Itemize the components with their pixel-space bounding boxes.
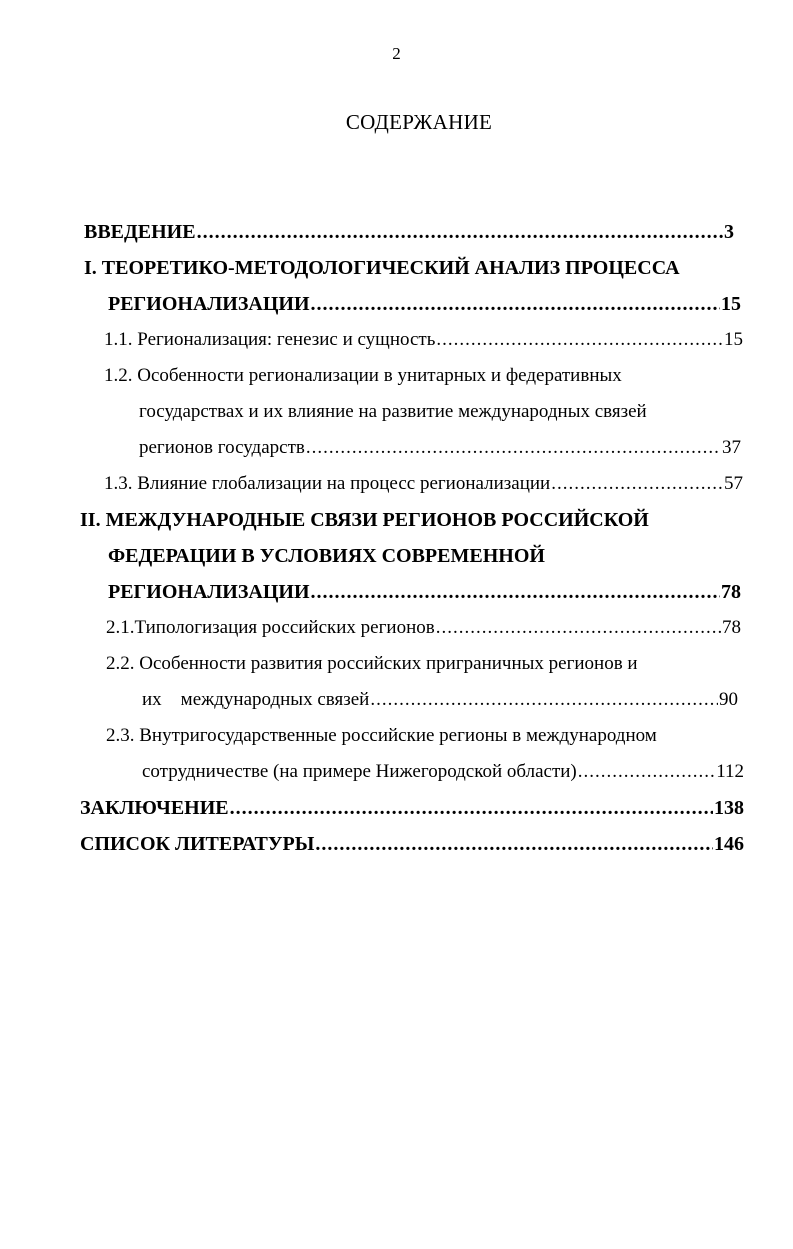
dot-leader xyxy=(311,580,720,604)
toc-entry-2-1[interactable] xyxy=(106,616,741,640)
toc-page-number: 37 xyxy=(722,437,741,458)
toc-entry-conclusion[interactable] xyxy=(80,796,744,820)
toc-entry-2-3[interactable] xyxy=(142,760,744,784)
dot-leader xyxy=(306,436,721,460)
toc-entry-title: 2.1.Типологизация российских регионов xyxy=(106,617,435,638)
toc-entry-1-3[interactable] xyxy=(104,472,743,496)
dot-leader xyxy=(230,796,713,820)
toc-entry-title: 1.1. Регионализация: генезис и сущность xyxy=(104,329,436,350)
toc-entry-title: РЕГИОНАЛИЗАЦИИ xyxy=(108,293,310,315)
toc-entry-title: ЗАКЛЮЧЕНИЕ xyxy=(80,797,229,819)
toc-page-number: 78 xyxy=(722,617,741,638)
toc-page-number: 138 xyxy=(714,797,744,819)
page-number: 2 xyxy=(392,44,401,63)
toc-entry-chapter-1[interactable] xyxy=(108,292,741,316)
toc-page-number: 57 xyxy=(724,473,743,494)
toc-entry-bibliography[interactable] xyxy=(80,832,744,856)
toc-entry-title: их международных связей xyxy=(142,689,370,710)
toc-entry-2-3-line-1[interactable]: 2.3. Внутригосударственные российские регионы в международном xyxy=(106,725,657,746)
toc-entry-title: сотрудничестве (на примере Нижегородской области) xyxy=(142,761,577,782)
dot-leader xyxy=(436,328,723,352)
toc-page-number: 3 xyxy=(724,221,734,243)
toc-page-number: 146 xyxy=(714,833,744,855)
toc-page-number: 112 xyxy=(716,761,744,782)
toc-chapter-1-title-line-1[interactable]: I. ТЕОРЕТИКО-МЕТОДОЛОГИЧЕСКИЙ АНАЛИЗ ПРОЦЕССА xyxy=(84,257,680,279)
toc-entry-title: ВВЕДЕНИЕ xyxy=(84,221,196,243)
toc-entry-1-2-line-2[interactable]: государствах и их влияние на развитие международных связей xyxy=(139,401,647,422)
toc-page-number: 15 xyxy=(724,329,743,350)
toc-page-number: 90 xyxy=(719,689,738,710)
dot-leader xyxy=(311,292,720,316)
toc-entry-intro[interactable] xyxy=(84,220,734,244)
toc-entry-title: РЕГИОНАЛИЗАЦИИ xyxy=(108,581,310,603)
toc-entry-title: 1.3. Влияние глобализации на процесс регионализации xyxy=(104,473,551,494)
toc-entry-1-2[interactable] xyxy=(139,436,741,460)
toc-entry-2-2-line-1[interactable]: 2.2. Особенности развития российских приграничных регионов и xyxy=(106,653,638,674)
dot-leader xyxy=(551,472,723,496)
toc-entry-1-2-line-1[interactable]: 1.2. Особенности регионализации в унитарных и федеративных xyxy=(104,365,622,386)
toc-page-number: 15 xyxy=(721,293,741,315)
dot-leader xyxy=(197,220,723,244)
toc-chapter-2-title-line-2[interactable]: ФЕДЕРАЦИИ В УСЛОВИЯХ СОВРЕМЕННОЙ xyxy=(108,545,545,567)
toc-entry-1-1[interactable] xyxy=(104,328,743,352)
toc-chapter-2-title-line-1[interactable]: II. МЕЖДУНАРОДНЫЕ СВЯЗИ РЕГИОНОВ РОССИЙСКОЙ xyxy=(80,509,649,531)
dot-leader xyxy=(578,760,715,784)
dot-leader xyxy=(315,832,713,856)
dot-leader xyxy=(436,616,721,640)
toc-entry-chapter-2[interactable] xyxy=(108,580,741,604)
dot-leader xyxy=(370,688,718,712)
toc-entry-2-2[interactable] xyxy=(142,688,738,712)
toc-page-number: 78 xyxy=(721,581,741,603)
toc-entry-title: регионов государств xyxy=(139,437,305,458)
page-title: СОДЕРЖАНИЕ xyxy=(345,110,493,134)
toc-entry-title: СПИСОК ЛИТЕРАТУРЫ xyxy=(80,833,315,855)
